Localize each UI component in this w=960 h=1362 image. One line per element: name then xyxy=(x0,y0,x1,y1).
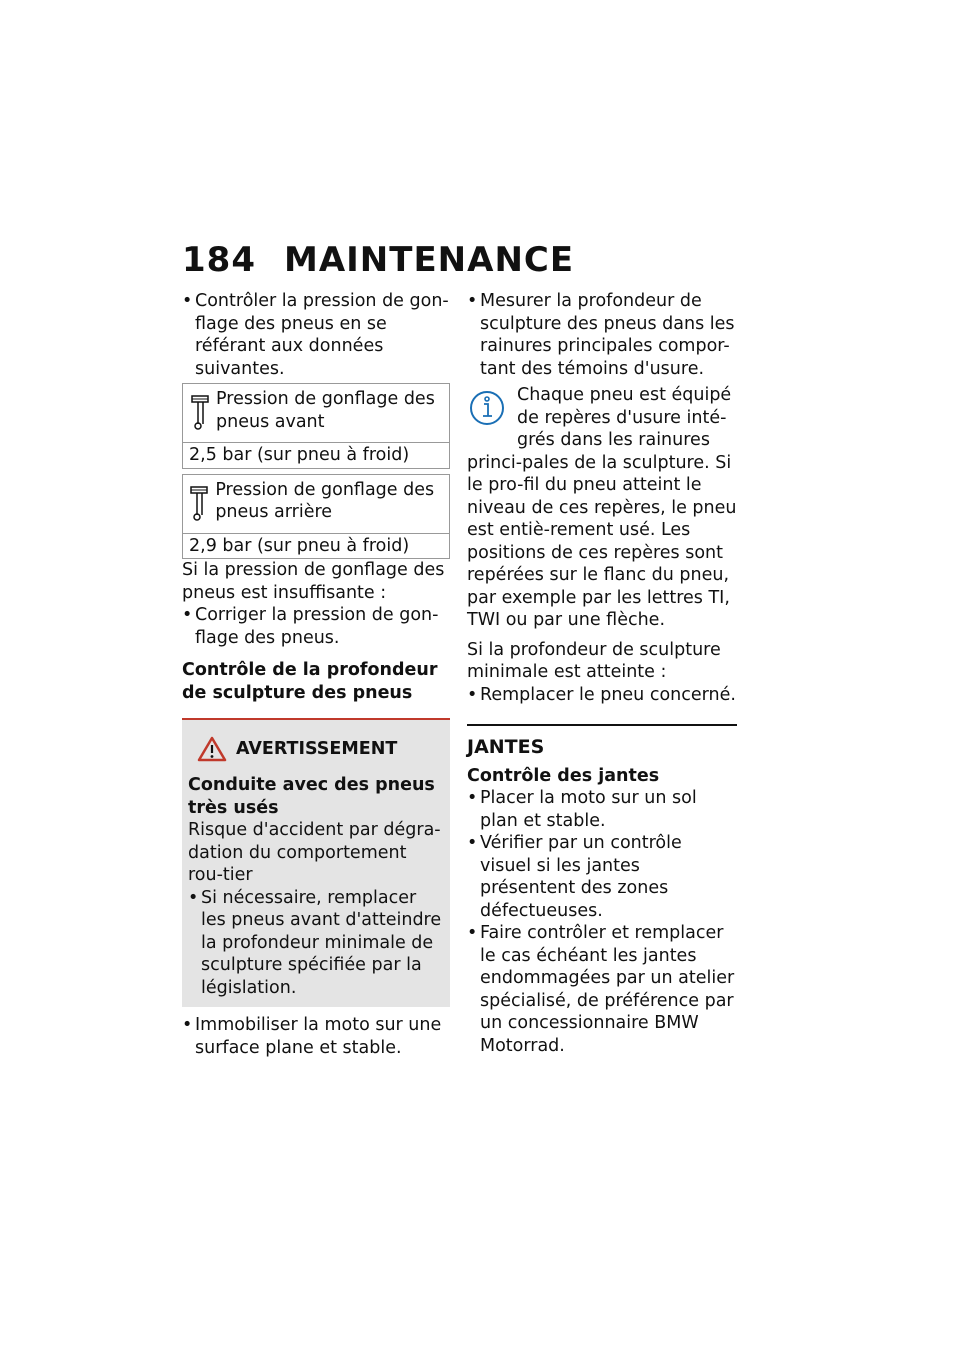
list-item: • Vérifier par un contrôle visuel si les jantes présentent des zones défectueuses. xyxy=(467,832,737,922)
list-item: • Remplacer le pneu concerné. xyxy=(467,684,737,707)
warning-box xyxy=(182,718,450,1007)
spec-value: 2,9 bar (sur pneu à froid) xyxy=(189,535,410,556)
warning-list-item: • Si nécessaire, remplacer les pneus avant d'atteindre la profondeur minimale de sculpture spécifiée par la législation. xyxy=(188,887,444,1000)
list-item: • Immobiliser la moto sur une surface plane et stable. xyxy=(182,1014,450,1059)
paragraph: Si la pression de gonflage des pneus est insuffisante : xyxy=(182,560,445,603)
info-icon xyxy=(467,386,513,432)
spec-table-rear xyxy=(182,474,450,560)
list-item: • Placer la moto sur un sol plan et stable. xyxy=(467,787,737,832)
tire-pressure-icon xyxy=(183,384,216,442)
spec-label: Pression de gonflage des pneus avant xyxy=(216,389,435,432)
info-note xyxy=(467,384,737,632)
list-item: • Contrôler la pression de gon-flage des pneus en se référant aux données suivantes. xyxy=(182,290,450,380)
section-title: JANTES xyxy=(467,736,545,758)
spec-value: 2,5 bar (sur pneu à froid) xyxy=(189,445,410,465)
list-item: • Mesurer la profondeur de sculpture des pneus dans les rainures principales compor-tant des témoins d'usure. xyxy=(467,290,737,380)
list-item: • Corriger la pression de gon-flage des pneus. xyxy=(182,604,450,649)
spec-table-front xyxy=(182,383,450,469)
left-column xyxy=(182,290,450,1059)
spec-label: Pression de gonflage des pneus arrière xyxy=(215,479,435,522)
warning-text: Risque d'accident par dégra-dation du comportement rou-tier xyxy=(188,820,441,885)
section-divider xyxy=(467,724,737,726)
page-number: 184 xyxy=(182,240,256,280)
warning-subtitle: Conduite avec des pneus très usés xyxy=(188,775,435,818)
page-title: MAINTENANCE xyxy=(284,240,575,280)
info-text: Chaque pneu est équipé de repères d'usure inté-grés dans les rainures princi-pales de la sculpture. Si le pro-fil du pneu atteint le niveau de ces repères, le pneu est entiè-rement usé. Les positions de ces repères sont repérées sur le flanc du pneu, par exemple par les lettres TI, TWI ou par une flèche. xyxy=(467,385,737,630)
subsection-title: Contrôle des jantes xyxy=(467,765,660,786)
section-heading: Contrôle de la profondeur de sculpture des pneus xyxy=(182,660,438,703)
list-item: • Faire contrôler et remplacer le cas échéant les jantes endommagées par un atelier spécialisé, de préférence par un concessionnaire BMW Motorrad. xyxy=(467,922,737,1057)
warning-title: AVERTISSEMENT xyxy=(236,738,398,759)
tire-pressure-icon xyxy=(183,475,215,533)
page-header xyxy=(182,240,574,280)
right-column xyxy=(467,290,737,1057)
paragraph: Si la profondeur de sculpture minimale est atteinte : xyxy=(467,639,721,682)
warning-triangle-icon xyxy=(188,736,236,762)
